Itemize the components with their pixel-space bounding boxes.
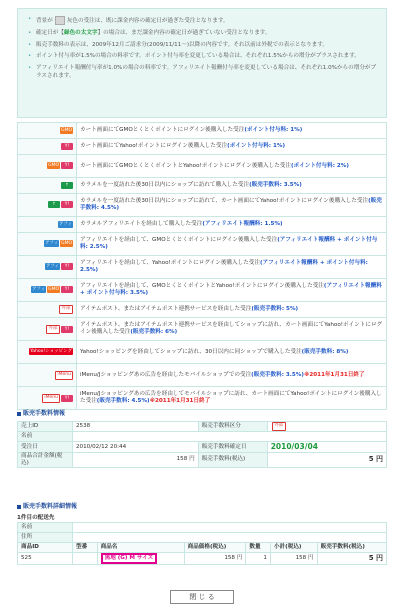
legend-row: ↑ カラメルを一度訪れた後30日以内にショップに訪れて購入した受注(販売手数料: 3.5%)	[18, 178, 387, 194]
imenu-icon: iMenu	[42, 394, 60, 403]
delivery-subtitle: 1件目の配送先	[17, 515, 55, 521]
sales-section-title: 販売手数料情報	[17, 410, 65, 418]
yahoo-point-icon: Y!	[61, 286, 73, 293]
close-button[interactable]: 閉 じ る	[170, 590, 234, 604]
legend-row: 外部 Y! アイテムポスト、またはアイテムポスト連携サービスを経由してショップに訪れ、カート画面にてYahoo!ポイントにログイン後購入した受注(販売手数料: 6%)	[18, 318, 387, 341]
legend-row: iMenu iMenu/Jショッピングあの広告を経由したモバイルショップでの受注(販売手数料: 3.5%)※2011年1月31日終了	[18, 364, 387, 387]
legend-row: iMenu Y! iMenu/Jショッピングあの広告を経由してモバイルショップに訪れ、カート画面にてYahoo!ポイントにログイン後購入した受注(販売手数料: 4.5%)※2011年1月31日終了	[18, 387, 387, 410]
sales-fee-value: 5 円	[368, 455, 383, 464]
yahoo-point-icon: Y!	[61, 326, 73, 333]
sales-category-badge: 外部	[272, 422, 286, 431]
note-item: • 販売手数料の表示は、2009年12月ご請求分(2009/11/11～)以降の内容です。それ以前は外税での表示となります。	[26, 42, 378, 50]
affiliate-icon: アフィ	[31, 287, 46, 292]
imenu-icon: iMenu	[55, 371, 73, 380]
gmo-point-icon: GMO	[48, 163, 59, 168]
yahoo-shopping-icon: Yahoo!ショッピング	[30, 349, 72, 354]
legend-row: アフィ Y! アフィリエイトを経由して、Yahoo!ポイントにログイン後購入した受注(アフィリエイト報酬料 + ポイント付与料: 2.5%)	[18, 256, 387, 279]
detail-table: 名前 住所 商品ID 型番 商品名 商品価格(税込) 数量 小計(税込) 販売手数料(税込) 525 黒地 (G) M サイズ 158 円 1 158 円 5 円	[17, 522, 387, 565]
notes-box	[17, 8, 387, 118]
yahoo-point-icon: Y!	[61, 143, 73, 150]
gmo-point-icon: GMO	[48, 287, 59, 292]
legend-row: Yahoo!ショッピング Yahoo!ショッピングを経由してショップに訪れ、30日以内に同ショップで購入した受注(販売手数料: 8%)	[18, 341, 387, 364]
note-item: • 背景が 灰色の受注は、既に課金内容の確定日が過ぎた受注となります。	[26, 16, 378, 26]
caramel-arrow-icon: ↑	[61, 182, 73, 189]
product-row: 525 黒地 (G) M サイズ 158 円 1 158 円 5 円	[18, 553, 387, 565]
legend-row: GMO Y! カート画面にてGMOとくとくポイントとYahoo!ポイントにログイン後購入した受注(ポイント付与料: 2%)	[18, 155, 387, 178]
legend-row: ↑ Y! カラメルを一度訪れた後30日以内にショップに訪れて、カート画面にてYahoo!ポイントにログイン後購入した受注(販売手数料: 4.5%)	[18, 194, 387, 217]
legend-row: アフィ GMO アフィリエイトを経由して、GMOとくとくポイントにログイン後購入した受注(アフィリエイト報酬料 + ポイント付与料: 2.5%)	[18, 233, 387, 256]
yahoo-point-icon: Y!	[61, 162, 73, 169]
affiliate-icon: アフィ	[45, 264, 59, 269]
note-item: • ポイント付与率が1.5%の場合の料率です。ポイント付与率を変更している場合は、それぞれ1.5%からの増分がプラスされます。	[26, 53, 378, 61]
legend-table	[17, 122, 387, 410]
gray-swatch	[55, 16, 65, 25]
external-service-icon: 外部	[46, 325, 60, 334]
note-item: • 確定日が【緑色の太文字】の場合は、まだ課金内容の確定日が過ぎていない受注となります。	[26, 30, 378, 38]
legend-row: Y! カート画面にてYahoo!ポイントにログイン後購入した受注(ポイント付与料: 1%)	[18, 139, 387, 155]
yahoo-point-icon: Y!	[61, 395, 73, 402]
yahoo-point-icon: Y!	[61, 263, 73, 270]
yahoo-point-icon: Y!	[61, 201, 73, 208]
fee-confirm-date: 2010/03/04	[270, 442, 318, 451]
gmo-point-icon: GMO	[61, 127, 72, 133]
legend-row: アフィ GMO Y! アフィリエイトを経由して、GMOとくとくポイントとYahoo!ポイントにログイン後購入した受注(アフィリエイト報酬料 + ポイント付与料: 3.5%)	[18, 279, 387, 302]
sales-table: 売上ID 2538 販売手数料区分 外部 名前 受注日 2010/02/12 20:44 販売手数料確定日 2010/03/04 商品合計金額(税込) 158 円 販売手数料(税込) 5 円	[17, 421, 387, 468]
gmo-point-icon: GMO	[61, 241, 72, 246]
external-service-icon: 外部	[59, 305, 73, 314]
detail-section-title: 販売手数料詳細情報	[17, 503, 77, 511]
affiliate-icon: アフィ	[58, 221, 72, 227]
affiliate-icon: アフィ	[44, 241, 59, 246]
product-name-link[interactable]: 黒地 (G) M サイズ	[101, 553, 158, 564]
legend-row: 外部 アイテムポスト、またはアイテムポスト連携サービスを経由した受注(販売手数料: 5%)	[18, 302, 387, 318]
legend-row: GMO カート画面にてGMOとくとくポイントにログイン後購入した受注(ポイント付与料: 1%)	[18, 123, 387, 139]
note-item: • アフィリエイト報酬付与率が1.0%の場合の料率です。アフィリエイト報酬付与率を変更している場合は、それぞれ1.0%からの増分がプラスされます。	[26, 65, 378, 81]
caramel-arrow-icon: ↑	[48, 201, 60, 208]
legend-row: アフィ カラメルアフィリエイトを経由して購入した受注(アフィリエイト報酬料: 1.5%)	[18, 217, 387, 233]
